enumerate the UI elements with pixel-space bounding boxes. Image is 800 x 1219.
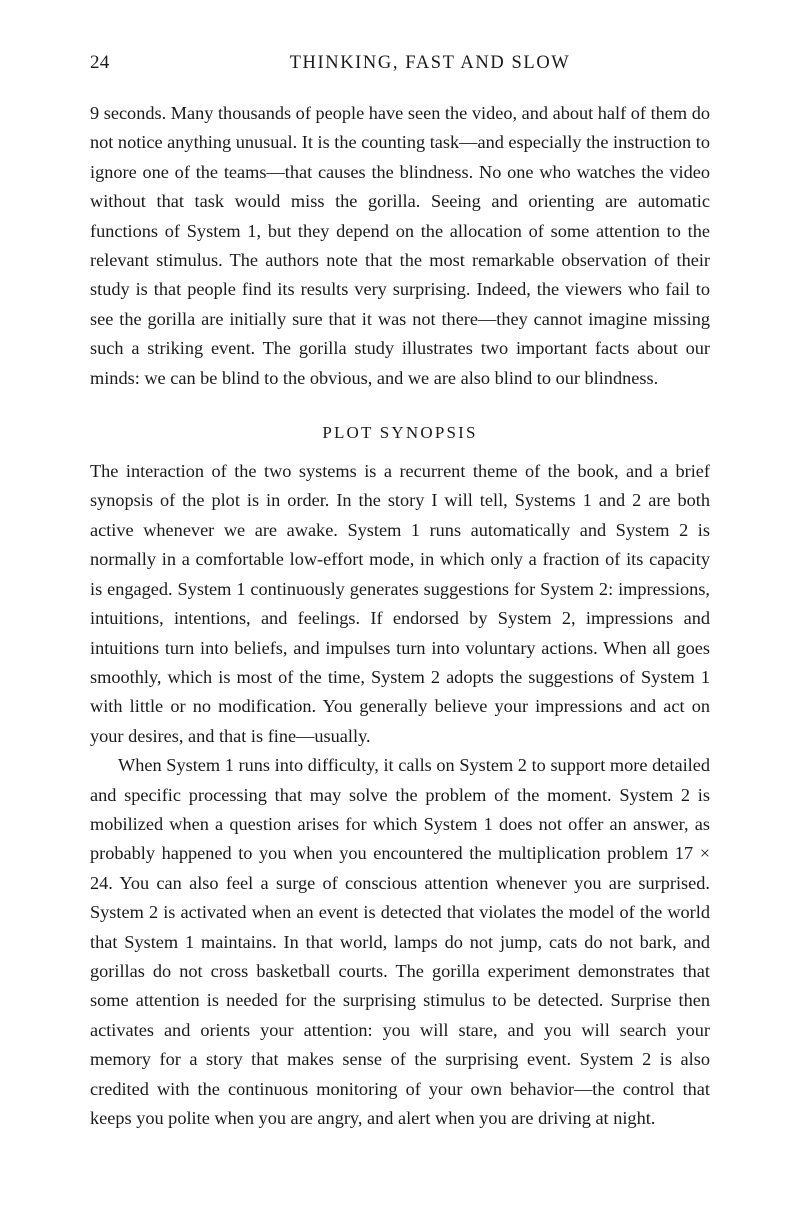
section-heading-plot-synopsis: PLOT SYNOPSIS [322, 423, 478, 443]
paragraph-gorilla-study: 9 seconds. Many thousands of people have seen the video, and about half of them do not notice anything unusual. It is the counting task—and especially the instruction to ignore one of the teams—that causes the blindness. No one who watches the video without that task would miss the gorilla. Seeing and orienting are automatic functions of System 1, but they depend on the allocation of some attention to the relevant stimulus. The authors note that the most remarkable observation of their study is that people find its results very surprising. Indeed, the viewers who fail to see the gorilla are initially sure that it was not there—they cannot imagine missing such a striking event. The gorilla study illustrates two important facts about our minds: we can be blind to the obvious, and we are also blind to our blindness. [90, 103, 710, 388]
book-title: THINKING, FAST AND SLOW [289, 53, 571, 73]
page-number: 24 [90, 52, 110, 73]
paragraph-system-two-mobilized: When System 1 runs into difficulty, it calls on System 2 to support more detailed and specific processing that may solve the problem of the moment. System 2 is mobilized when a question arises for which System 1 does not offer an answer, as probably happened to you when you encountered the multiplication problem 17 × 24. You can also feel a surge of conscious attention whenever you are surprised. System 2 is activated when an event is detected that violates the model of the world that System 1 maintains. In that world, lamps do not jump, cats do not bark, and gorillas do not cross basketball courts. The gorilla experiment demonstrates that some attention is needed for the surprising stimulus to be detected. Surprise then activates and orients your attention: you will stare, and you will search your memory for a story that makes sense of the surprising event. System 2 is also credited with the continuous monitoring of your own behavior—the control that keeps you polite when you are angry, and alert when you are driving at night. [90, 755, 710, 1128]
paragraph-plot-synopsis-intro: The interaction of the two systems is a recurrent theme of the book, and a brief synopsis of the plot is in order. In the story I will tell, Systems 1 and 2 are both active whenever we are awake. System 1 runs automatically and System 2 is normally in a comfortable low-effort mode, in which only a fraction of its capacity is engaged. System 1 continuously generates suggestions for System 2: impressions, intuitions, intentions, and feelings. If endorsed by System 2, impressions and intuitions turn into beliefs, and impulses turn into voluntary actions. When all goes smoothly, which is most of the time, System 2 adopts the suggestions of System 1 with little or no modification. You generally believe your impressions and act on your desires, and that is fine—usually. [90, 461, 710, 746]
text-block [90, 99, 710, 1133]
running-head [90, 52, 710, 78]
